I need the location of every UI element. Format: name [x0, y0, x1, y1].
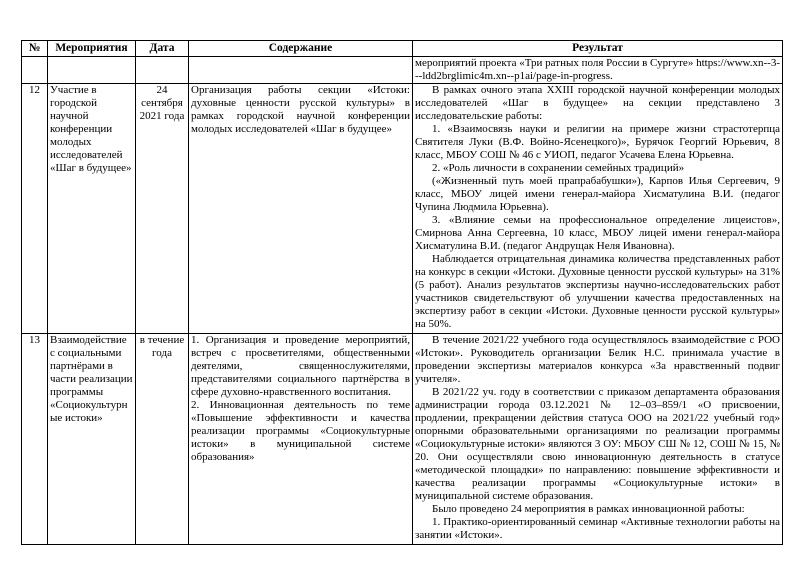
cell-content-empty — [189, 57, 413, 84]
events-report-table — [21, 40, 783, 545]
result-paragraph: В течение 2021/22 учебного года осуществлялось взаимодействие с РОО «Истоки». Руководитель организации Белик Н.С. принимала участие в проведении экспертизы материалов конкурса «За нравственный подвиг учителя». — [415, 334, 780, 385]
result-paragraph: 1. Практико-ориентированный семинар «Активные технологии работы на занятии «Истоки». — [415, 516, 780, 541]
cell-event: Взаимодействие с социальными партнёрами в части реализации программы «Социокультурные истоки» — [48, 334, 136, 545]
result-paragraph: 3. «Влияние семьи на профессиональное определение лицеистов», Смирнова Анна Сергеевна, 10 класс, МБОУ лицей имени генерал-майора Хисматулина В.И. (педагог Андрущак Неля Ивановна). — [415, 214, 780, 252]
column-header-result: Результат — [413, 41, 783, 57]
cell-number: 12 — [22, 84, 48, 334]
column-header-number: № — [22, 41, 48, 57]
cell-date-empty — [136, 57, 189, 84]
cell-event: Участие в городской научной конференции молодых исследователей «Шаг в будущее» — [48, 84, 136, 334]
content-paragraph: 1. Организация и проведение мероприятий, встреч с просветителями, общественными деятелями, священнослужителями, представителями социального партнёрства в сфере духовно-нравственного воспитания. — [191, 334, 410, 398]
content-paragraph: 2. Инновационная деятельность по теме «Повышение эффективности и качества реализации программы «Социокультурные истоки» в муниципальной системе образования» — [191, 399, 410, 463]
cell-result-continuation — [413, 57, 783, 84]
table-row-13 — [22, 334, 783, 545]
column-header-event: Мероприятия — [48, 41, 136, 57]
cell-date: в течение года — [136, 334, 189, 545]
result-paragraph: В 2021/22 уч. году в соответствии с приказом департамента образования администрации города 03.12.2021 № 12–03–859/1 «О присвоении, продлении, прекращении действия статуса ООО на 2021/22 учебный год» опорными образовательными организациями по реализации программы «Социокультурные истоки» являются 3 ОУ: МБОУ СШ № 12, СОШ № 15, № 20. Они осуществляли свою инновационную деятельность в статусе «методической площадки» по направлению: повышение эффективности и качества реализации программы «Социокультурные истоки» в муниципальной системе образования. — [415, 386, 780, 502]
result-paragraph: В рамках очного этапа XXIII городской научной конференции молодых исследователей «Шаг в будущее» на секции представлено 3 исследовательские работы: — [415, 84, 780, 122]
cell-content — [189, 84, 413, 334]
column-header-date: Дата — [136, 41, 189, 57]
cell-result — [413, 84, 783, 334]
table-row-continuation — [22, 57, 783, 84]
cell-result — [413, 334, 783, 545]
result-paragraph: Наблюдается отрицательная динамика количества представленных работ на конкурс в секции «Истоки. Духовные ценности русской культуры» на 31% (5 работ). Анализ результатов экспертизы научно-исследовательских работ участников свидетельствуют об улучшении качества предоставленных на экспертизу работ в секции «Истоки. Духовные ценности русской культуры» на 50%. — [415, 253, 780, 330]
result-paragraph: 1. «Взаимосвязь науки и религии на примере жизни страстотерпца Святителя Луки (В.Ф. Войно-Ясенецкого)», Бурячок Георгий Юрьевич, 8 класс, МБОУ СОШ № 46 с УИОП, педагог Усачева Елена Юрьевна. — [415, 123, 780, 161]
column-header-content: Содержание — [189, 41, 413, 57]
table-header-row — [22, 41, 783, 57]
result-paragraph: («Жизненный путь моей прапрабабушки»), Карпов Илья Сергеевич, 9 класс, МБОУ лицей имени генерал-майора Хисматулина В.И. (педагог Чупина Людмила Юрьевна). — [415, 175, 780, 213]
content-paragraph: Организация работы секции «Истоки: духовные ценности русской культуры» в рамках городской научной конференции молодых исследователей «Шаг в будущее» — [191, 84, 410, 135]
result-paragraph: Было проведено 24 мероприятия в рамках инновационной работы: — [432, 503, 745, 515]
cell-date: 24 сентября 2021 года — [136, 84, 189, 334]
cell-number-empty — [22, 57, 48, 84]
result-paragraph: мероприятий проекта «Три ратных поля России в Сургуте» https://www.xn--3---ldd2brglimic4m.xn--p1ai/page-in-progress. — [415, 57, 780, 82]
cell-number: 13 — [22, 334, 48, 545]
result-paragraph: 2. «Роль личности в сохранении семейных традиций» — [432, 162, 685, 174]
table-row-12 — [22, 84, 783, 334]
cell-content — [189, 334, 413, 545]
cell-event-empty — [48, 57, 136, 84]
